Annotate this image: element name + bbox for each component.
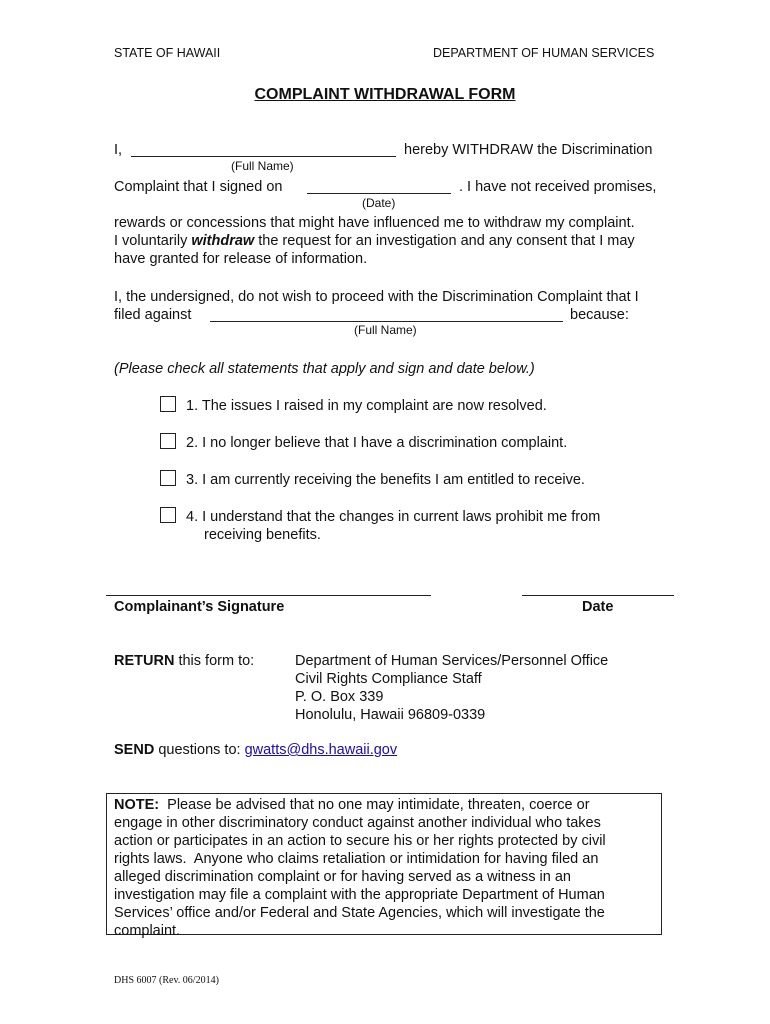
para1-line3: have granted for release of information. (114, 251, 368, 267)
signature-label: Complainant’s Signature (114, 599, 285, 615)
statement-4-label: 4. I understand that the changes in current laws prohibit me from (186, 509, 601, 525)
statement-4-checkbox[interactable] (160, 507, 176, 523)
para1-line1: rewards or concessions that might have influenced me to withdraw my complaint. (114, 215, 635, 231)
note-line-1: NOTE: Please be advised that no one may intimidate, threaten, coerce or (114, 797, 590, 813)
send-label: SEND questions to: gwatts@dhs.hawaii.gov (114, 742, 398, 758)
withdraw-emphasis: withdraw (191, 233, 255, 249)
return-address-line-2: Civil Rights Compliance Staff (295, 671, 482, 687)
line2-prefix: Complaint that I signed on (114, 179, 283, 195)
statement-3-label: 3. I am currently receiving the benefits I am entitled to receive. (186, 472, 585, 488)
filed-against-field[interactable] (210, 321, 563, 322)
signature-date-field[interactable] (522, 595, 674, 596)
form-title: COMPLAINT WITHDRAWAL FORM (254, 86, 516, 103)
signature-field[interactable] (106, 595, 431, 596)
form-number: DHS 6007 (Rev. 06/2014) (114, 975, 219, 986)
para2-prefix: filed against (114, 307, 192, 323)
statement-3-checkbox[interactable] (160, 470, 176, 486)
return-address-line-4: Honolulu, Hawaii 96809-0339 (295, 707, 486, 723)
note-line-6: investigation may file a complaint with the appropriate Department of Human (114, 887, 605, 903)
return-address-line-1: Department of Human Services/Personnel Office (295, 653, 609, 669)
full-name-caption: (Full Name) (231, 159, 294, 173)
line1-prefix: I, (114, 142, 123, 158)
email-link[interactable]: gwatts@dhs.hawaii.gov (244, 742, 398, 758)
date-caption: (Date) (362, 196, 396, 210)
note-line-7: Services’ office and/or Federal and State Agencies, which will investigate the (114, 905, 605, 921)
statement-4-continuation: receiving benefits. (204, 527, 321, 543)
note-line-4: rights laws. Anyone who claims retaliation or intimidation for having filed an (114, 851, 599, 867)
note-line-5: alleged discrimination complaint or for having served as a witness in an (114, 869, 571, 885)
return-label: RETURN this form to: (114, 653, 255, 669)
statement-2-checkbox[interactable] (160, 433, 176, 449)
statement-1-checkbox[interactable] (160, 396, 176, 412)
note-label: NOTE: (114, 797, 160, 813)
para1-line2: I voluntarily withdraw the request for an investigation and any consent that I may (114, 233, 635, 249)
statement-2-label: 2. I no longer believe that I have a discrimination complaint. (186, 435, 568, 451)
header-state: STATE OF HAWAII (114, 46, 221, 60)
line1-suffix: hereby WITHDRAW the Discrimination (404, 142, 653, 158)
para2-suffix: because: (570, 307, 629, 323)
note-line-3: action or participates in an action to secure his or her rights protected by civil (114, 833, 606, 849)
header-department: DEPARTMENT OF HUMAN SERVICES (433, 46, 655, 60)
para2-line1: I, the undersigned, do not wish to proceed with the Discrimination Complaint that I (114, 289, 639, 305)
statement-1-label: 1. The issues I raised in my complaint are now resolved. (186, 398, 547, 414)
note-line-8: complaint. (114, 923, 181, 939)
signature-date-label: Date (582, 599, 614, 615)
return-address-line-3: P. O. Box 339 (295, 689, 384, 705)
full-name-field[interactable] (131, 156, 396, 157)
filed-against-caption: (Full Name) (354, 323, 417, 337)
note-line-2: engage in other discriminatory conduct against another individual who takes (114, 815, 601, 831)
instruction-text: (Please check all statements that apply and sign and date below.) (114, 361, 535, 377)
line2-suffix: . I have not received promises, (459, 179, 657, 195)
date-signed-field[interactable] (307, 193, 451, 194)
